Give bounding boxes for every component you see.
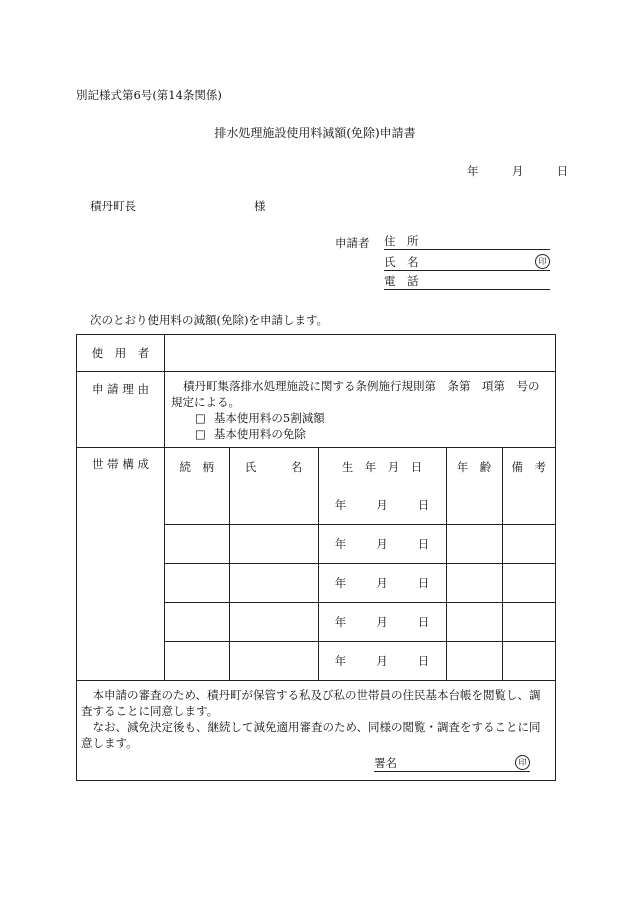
age-field[interactable] [446,486,502,525]
signature-label: 署名 [374,756,397,770]
date-month: 月 [511,164,524,178]
age-field[interactable] [446,642,502,681]
household-label: 世 帯 構 成 [77,448,165,681]
age-field[interactable] [446,603,502,642]
user-label: 使 用 者 [77,335,165,372]
household-row [165,642,555,681]
date-line [467,163,568,179]
document-title: 排水処理施設使用料減額(免除)申請書 [214,126,416,140]
name-field[interactable] [229,525,318,564]
birth-day-label: 日 [417,576,430,590]
signature-line[interactable] [374,755,530,772]
birthdate-field[interactable] [318,642,446,681]
relation-field[interactable] [165,525,229,564]
relation-field[interactable] [165,603,229,642]
intro-text: 次のとおり使用料の減額(免除)を申請します。 [90,313,329,327]
applicant-label: 申請者 [335,236,370,250]
birth-month-label: 月 [376,498,388,512]
household-row [165,564,555,603]
phone-label: 電 話 [384,274,419,288]
birthdate-field[interactable] [318,564,446,603]
household-row [165,486,555,525]
form-number: 別記様式第6号(第14条関係) [76,88,222,102]
notes-field[interactable] [502,642,555,681]
birth-day-label: 日 [417,615,430,629]
seal-icon: 印 [535,254,550,269]
birth-month-label: 月 [376,654,388,668]
user-field[interactable] [165,335,556,372]
notes-field[interactable] [502,603,555,642]
applicant-name-line[interactable] [384,254,550,271]
age-field[interactable] [446,525,502,564]
applicant-phone-line[interactable] [384,273,550,290]
household-row [165,525,555,564]
relation-field[interactable] [165,564,229,603]
consent-para-2: なお、減免決定後も、継続して減免適用審査のため、同様の閲覧・調査をすることに同意します。 [81,720,541,750]
birth-month-label: 月 [376,576,388,590]
checkbox-icon[interactable]: □ [195,427,206,441]
header-relation: 続 柄 [179,460,214,474]
household-table [165,448,555,680]
notes-field[interactable] [502,486,555,525]
relation-field[interactable] [165,642,229,681]
birth-day-label: 日 [417,498,430,512]
option-exemption[interactable] [165,426,555,442]
birth-year-label: 年 [334,615,347,629]
applicant-address-line[interactable] [384,233,550,250]
reason-label: 申 請 理 由 [77,372,165,448]
relation-field[interactable] [165,486,229,525]
option-reduction[interactable] [165,410,555,426]
application-table [76,334,556,781]
header-name: 氏 名 [229,448,318,486]
birth-year-label: 年 [334,498,347,512]
header-notes: 備 考 [502,448,555,486]
recipient-honorific: 様 [254,199,266,213]
birth-month-label: 月 [376,537,388,551]
name-field[interactable] [229,642,318,681]
consent-para-1: 本申請の審査のため、積丹町が保管する私及び私の世帯員の住民基本台帳を閲覧し、調査することに同意します。 [81,688,541,718]
birth-year-label: 年 [334,654,347,668]
name-field[interactable] [229,564,318,603]
option-exemption-label: 基本使用料の免除 [213,427,306,441]
birthdate-field[interactable] [318,603,446,642]
birth-year-label: 年 [334,576,347,590]
age-field[interactable] [446,564,502,603]
seal-icon: 印 [515,755,530,770]
notes-field[interactable] [502,564,555,603]
option-reduction-label: 基本使用料の5割減額 [213,411,325,425]
date-day: 日 [556,164,569,178]
birth-day-label: 日 [417,537,430,551]
name-field[interactable] [229,603,318,642]
household-cell [165,448,556,681]
birth-month-label: 月 [376,615,388,629]
header-birthdate: 生 年 月 日 [318,448,446,486]
birthdate-field[interactable] [318,525,446,564]
consent-section [77,681,556,781]
name-label: 氏 名 [384,255,419,269]
household-row [165,603,555,642]
header-age: 年 齢 [446,448,502,486]
reason-text-2: 規定による。 [171,395,240,409]
checkbox-icon[interactable]: □ [195,411,206,425]
notes-field[interactable] [502,525,555,564]
name-field[interactable] [229,486,318,525]
birth-year-label: 年 [334,537,347,551]
birthdate-field[interactable] [318,486,446,525]
birth-day-label: 日 [417,654,430,668]
date-year: 年 [467,164,479,178]
address-label: 住 所 [384,234,419,248]
recipient-name: 積丹町長 [90,199,136,213]
reason-text-1: 積丹町集落排水処理施設に関する条例施行規則第 条第 項第 号の [183,379,540,393]
reason-field [165,372,556,448]
